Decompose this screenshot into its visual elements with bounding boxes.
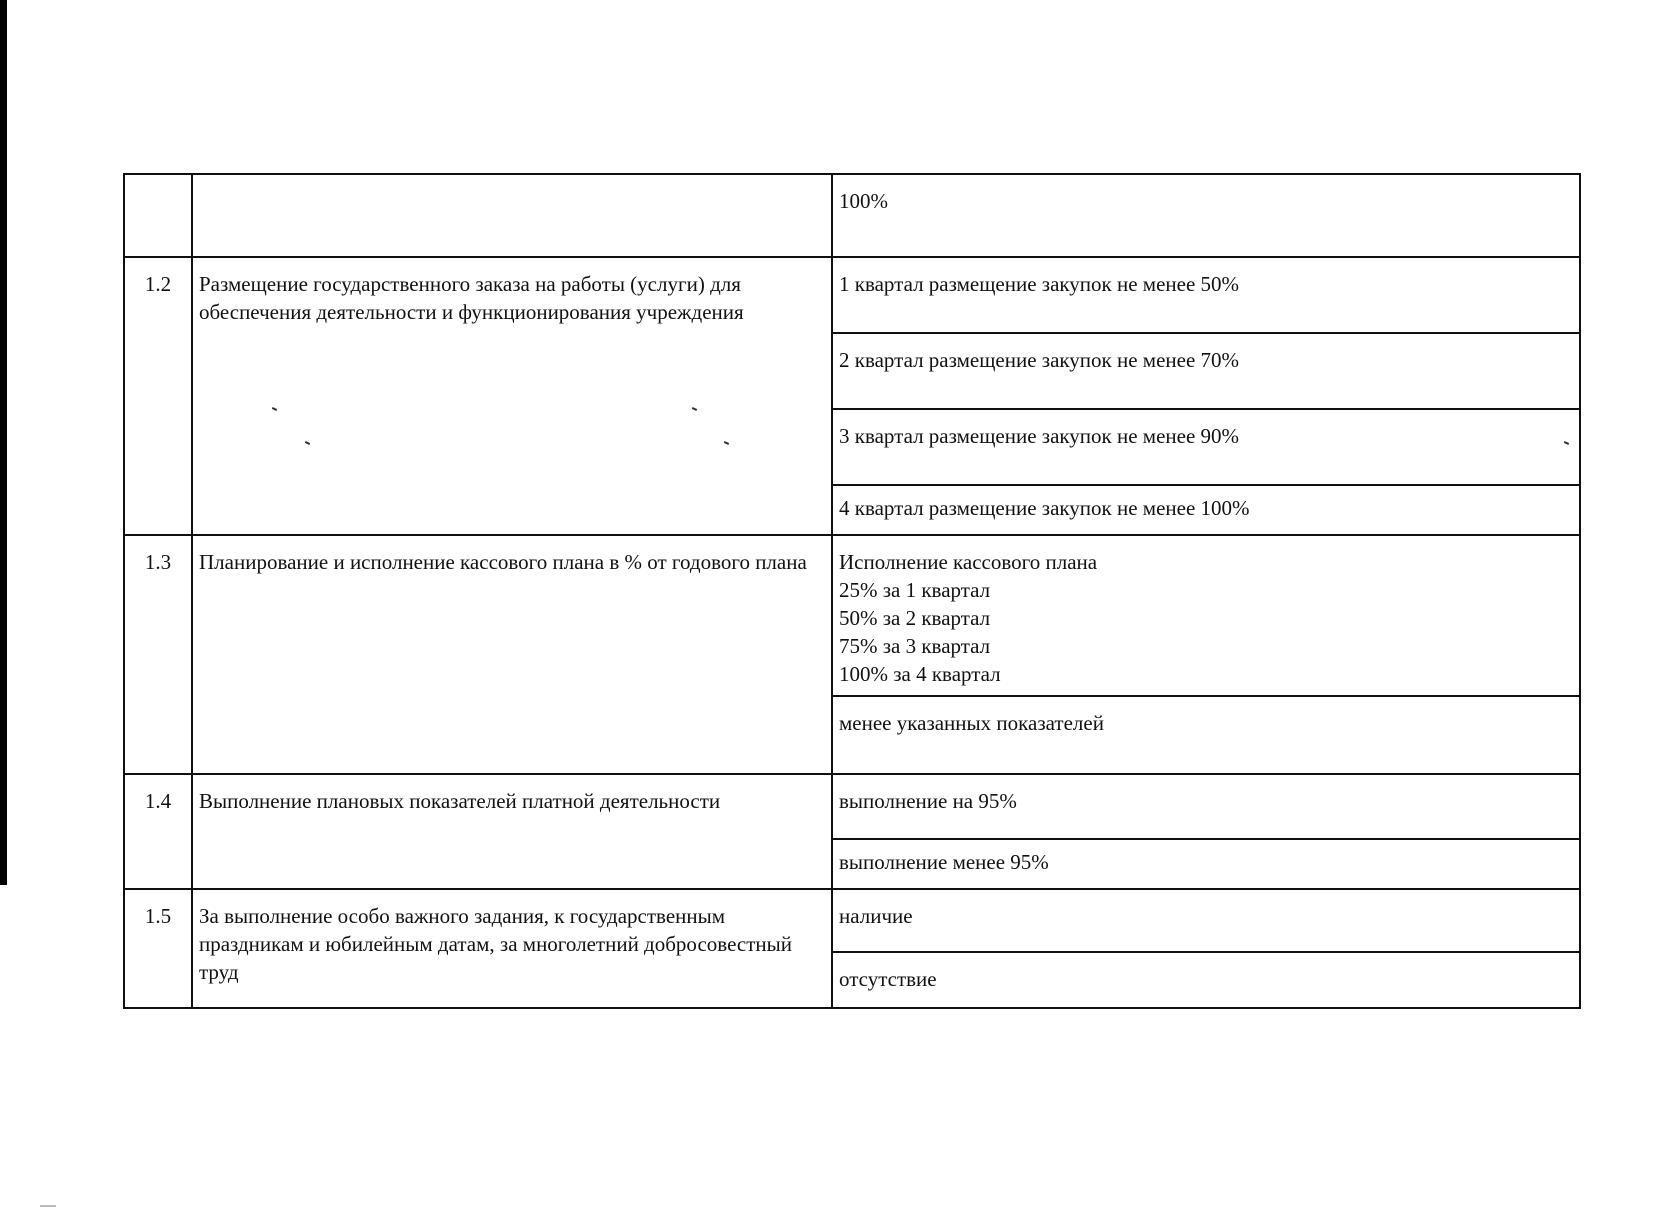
row-description: Размещение государственного заказа на работы (услуги) для обеспечения деятельности и функционирования учреждения: [192, 257, 832, 535]
criteria-line: 25% за 1 квартал: [839, 578, 991, 602]
table-row: [124, 889, 1580, 952]
criteria-cell: отсутствие: [832, 952, 1580, 1008]
table-row: [124, 257, 1580, 333]
row-number: [124, 174, 192, 257]
row-description: Выполнение плановых показателей платной деятельности: [192, 774, 832, 889]
criteria-cell: выполнение на 95%: [832, 774, 1580, 839]
row-number: 1.2: [124, 257, 192, 535]
criteria-cell: 1 квартал размещение закупок не менее 50%: [832, 257, 1580, 333]
criteria-table: [123, 173, 1581, 1009]
criteria-cell: 100%: [832, 174, 1580, 257]
row-description: [192, 174, 832, 257]
table-row: [124, 535, 1580, 696]
criteria-cell: 3 квартал размещение закупок не менее 90%: [832, 409, 1580, 485]
criteria-line: 50% за 2 квартал: [839, 606, 991, 630]
row-description: Планирование и исполнение кассового плана в % от годового плана: [192, 535, 832, 774]
criteria-cell: выполнение менее 95%: [832, 839, 1580, 889]
row-number: 1.5: [124, 889, 192, 1008]
criteria-line: 100% за 4 квартал: [839, 662, 1001, 686]
criteria-cell: менее указанных показателей: [832, 696, 1580, 774]
criteria-line: Исполнение кассового плана: [839, 550, 1098, 574]
row-description: За выполнение особо важного задания, к государственным праздникам и юбилейным датам, за многолетний добросовестный труд: [192, 889, 832, 1008]
scan-edge-mark: [0, 0, 7, 885]
criteria-cell: 4 квартал размещение закупок не менее 100%: [832, 485, 1580, 535]
table-row: [124, 774, 1580, 839]
criteria-cell: наличие: [832, 889, 1580, 952]
row-number: 1.4: [124, 774, 192, 889]
table-row: [124, 174, 1580, 257]
criteria-cell: [832, 535, 1580, 696]
criteria-line: 75% за 3 квартал: [839, 634, 991, 658]
criteria-cell: 2 квартал размещение закупок не менее 70%: [832, 333, 1580, 409]
row-number: 1.3: [124, 535, 192, 774]
